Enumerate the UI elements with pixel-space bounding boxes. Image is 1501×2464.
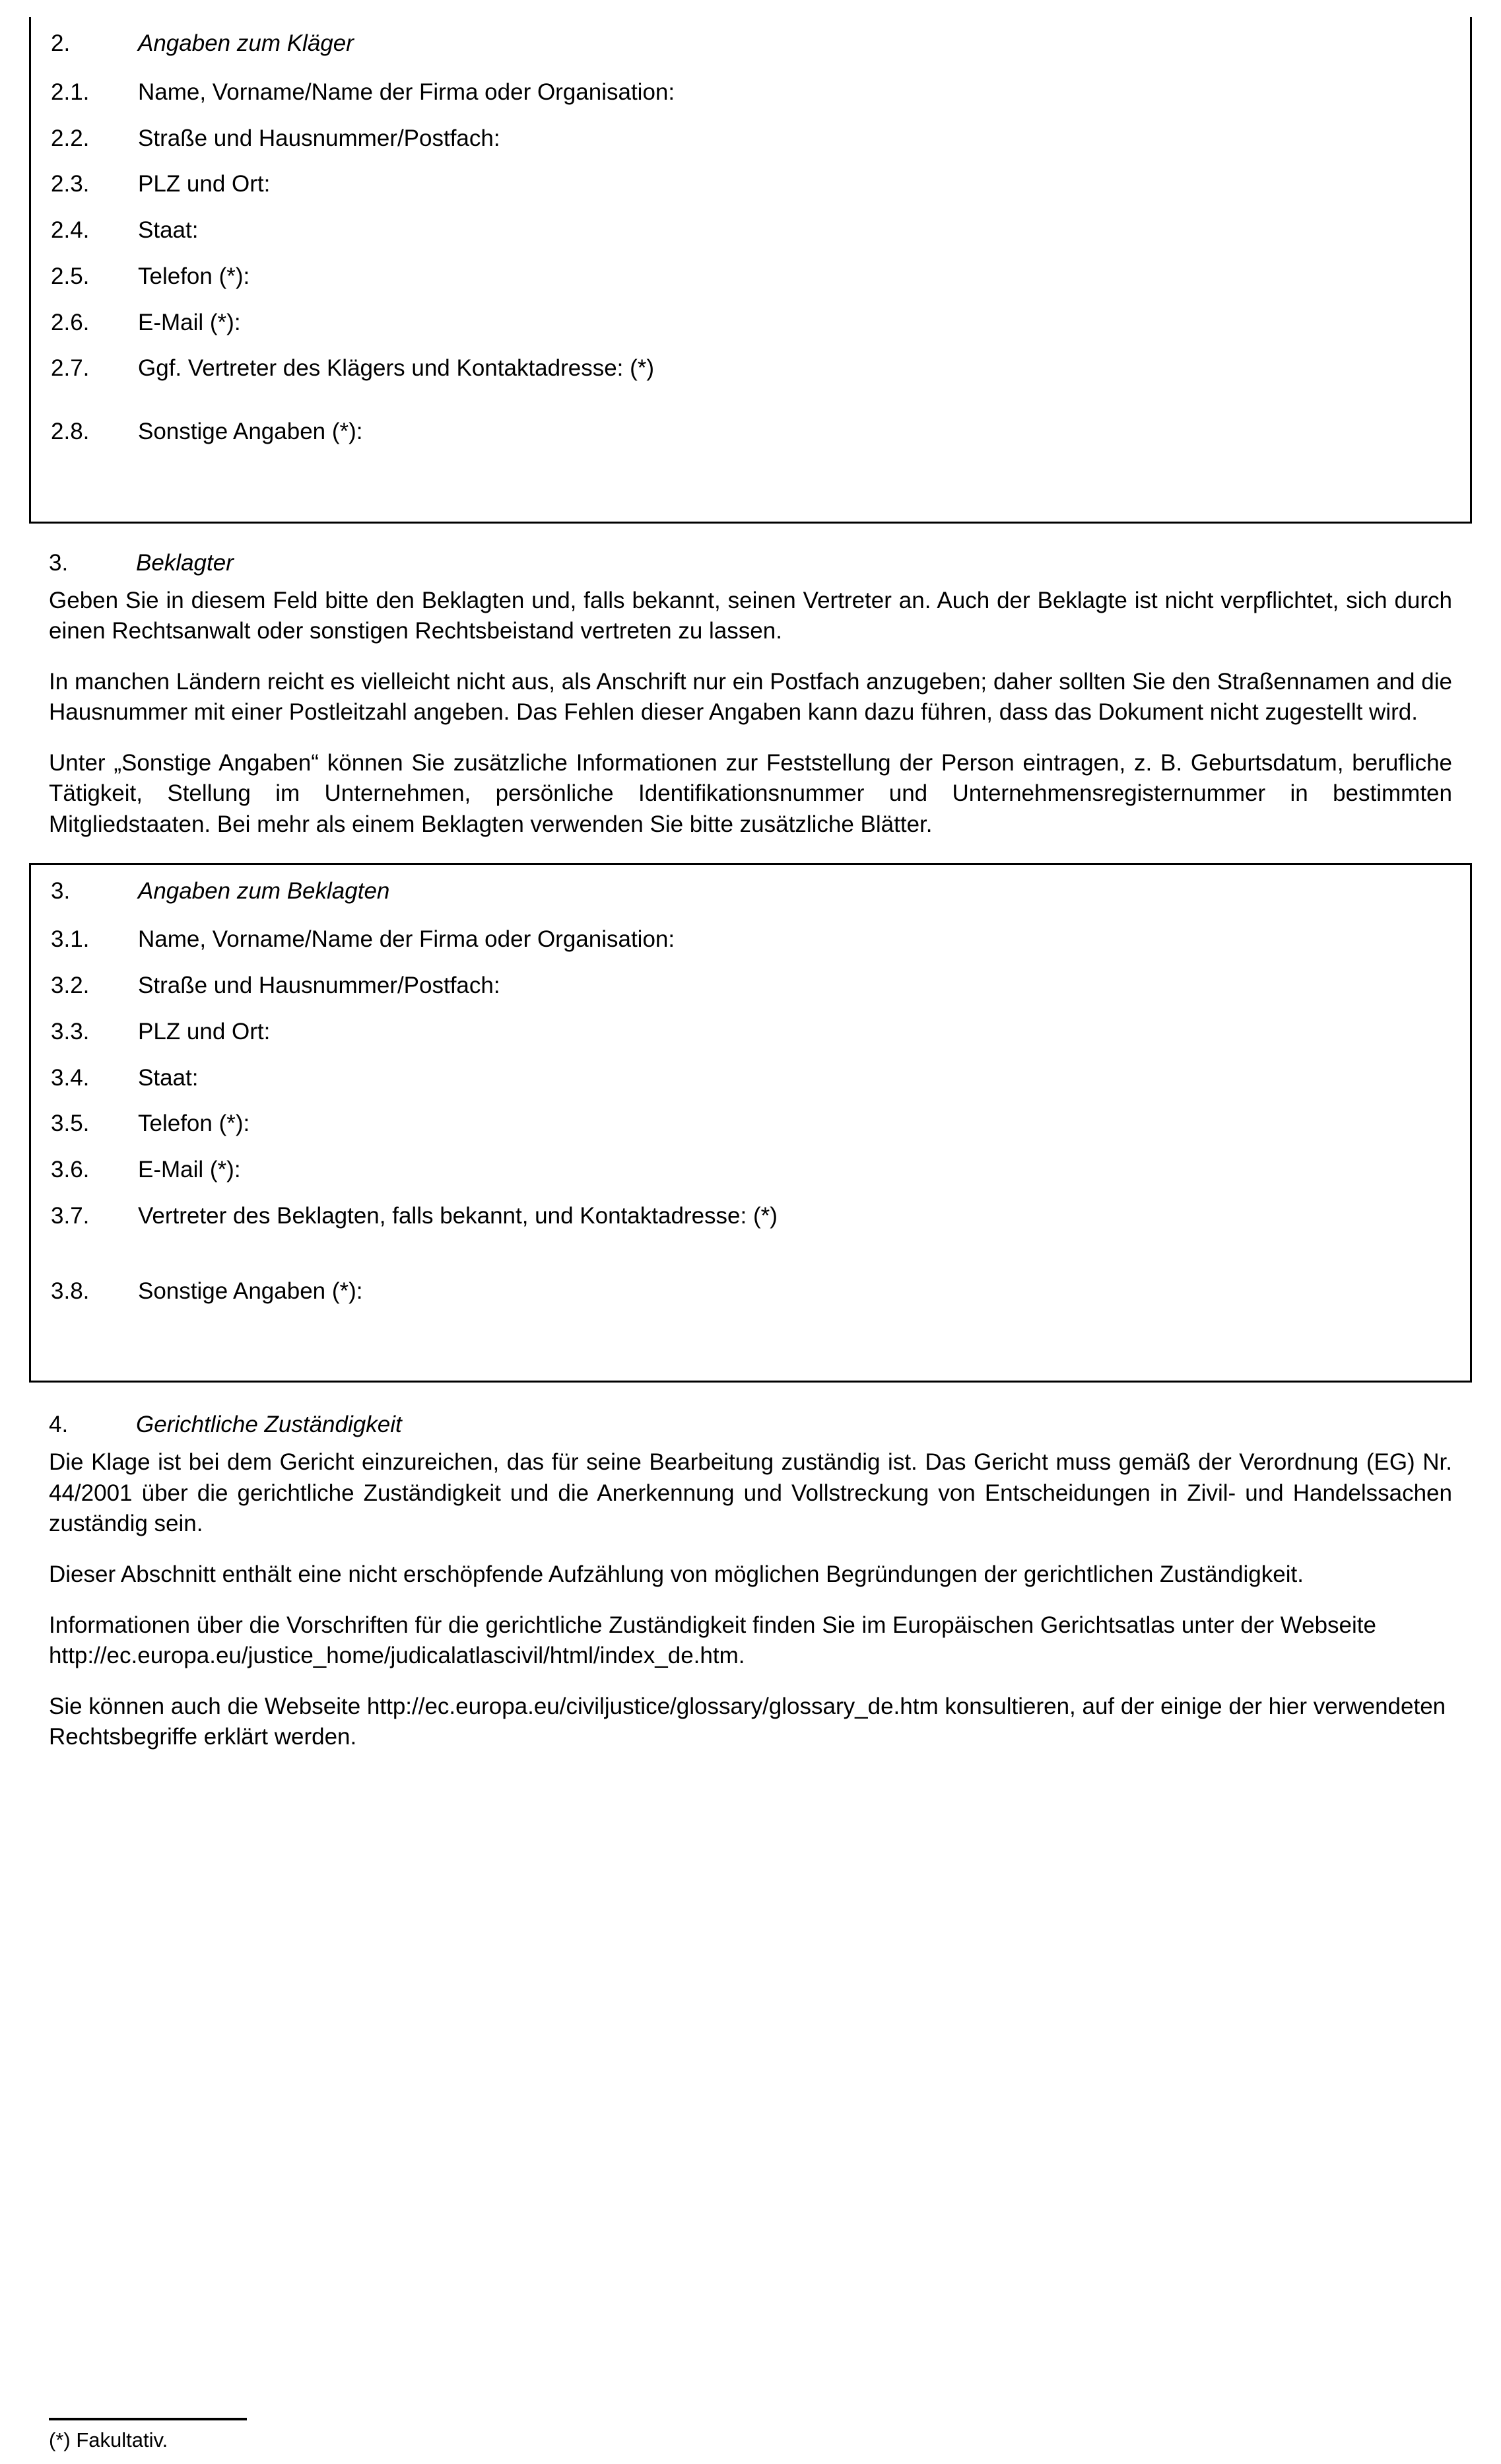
form-field-row[interactable] bbox=[51, 78, 1450, 107]
claimant-details-box bbox=[29, 17, 1472, 524]
field-number: 2.8. bbox=[51, 419, 90, 444]
field-label: Straße und Hausnummer/Postfach: bbox=[138, 125, 500, 151]
defendant-section-title: Angaben zum Beklagten bbox=[138, 877, 390, 904]
field-label: E-Mail (*): bbox=[138, 309, 241, 335]
field-label: Sonstige Angaben (*): bbox=[138, 1278, 363, 1304]
jurisdiction-number: 4. bbox=[49, 1412, 69, 1438]
field-label: Name, Vorname/Name der Firma oder Organisation: bbox=[138, 79, 675, 105]
field-label: Telefon (*): bbox=[138, 1111, 250, 1137]
field-number: 2.4. bbox=[51, 217, 90, 243]
form-field-row[interactable] bbox=[51, 971, 1450, 1000]
jurisdiction-heading bbox=[49, 1412, 1452, 1438]
paragraph: Unter „Sonstige Angaben“ können Sie zusätzliche Informationen zur Feststellung der Person eintragen, z. B. Geburtsdatum, berufliche Tätigkeit, Stellung im Unternehmen, persönliche Identifikationsnummer und Unternehmensregisternummer in bestimmten Mitgliedstaaten. Bei mehr als einem Beklagten verwenden Sie bitte zusätzliche Blätter. bbox=[49, 749, 1452, 838]
paragraph: In manchen Ländern reicht es vielleicht nicht aus, als Anschrift nur ein Postfach anzugeben; daher sollten Sie den Straßennamen and die Hausnummer mit einer Postleitzahl angeben. Das Fehlen dieser Angaben kann dazu führen, dass das Dokument nicht zugestellt wird. bbox=[49, 668, 1452, 726]
jurisdiction-title: Gerichtliche Zuständigkeit bbox=[136, 1412, 402, 1438]
form-field-row[interactable] bbox=[51, 1109, 1450, 1138]
field-label: Staat: bbox=[138, 217, 199, 243]
field-label: E-Mail (*): bbox=[138, 1157, 241, 1183]
field-number: 3.1. bbox=[51, 926, 90, 953]
spacer bbox=[51, 463, 1450, 504]
defendant-intro-number: 3. bbox=[49, 549, 69, 576]
field-number: 2.3. bbox=[51, 171, 90, 197]
field-number: 2.2. bbox=[51, 125, 90, 151]
defendant-section-heading bbox=[51, 877, 1450, 906]
field-number: 3.2. bbox=[51, 973, 90, 999]
field-label: Staat: bbox=[138, 1064, 199, 1091]
jurisdiction-block bbox=[29, 1383, 1472, 1752]
spacer bbox=[51, 400, 1450, 417]
form-field-row[interactable] bbox=[51, 354, 1450, 383]
field-label: Telefon (*): bbox=[138, 263, 250, 289]
field-number: 3.5. bbox=[51, 1111, 90, 1137]
paragraph: Sie können auch die Webseite http://ec.europa.eu/civiljustice/glossary/glossary_de.htm konsultieren, auf der einige der hier verwendeten Rechtsbegriffe erklärt werden. bbox=[49, 1693, 1446, 1750]
defendant-intro-heading bbox=[49, 550, 1452, 576]
form-field-row[interactable] bbox=[51, 1277, 1450, 1306]
field-number: 3.8. bbox=[51, 1278, 90, 1304]
form-field-row[interactable] bbox=[51, 170, 1450, 199]
form-field-row[interactable] bbox=[51, 925, 1450, 954]
field-number: 3.6. bbox=[51, 1157, 90, 1183]
field-label: Name, Vorname/Name der Firma oder Organisation: bbox=[138, 926, 675, 953]
defendant-intro-block bbox=[29, 524, 1472, 863]
field-number: 2.5. bbox=[51, 263, 90, 289]
field-number: 3.3. bbox=[51, 1018, 90, 1044]
field-number: 2.7. bbox=[51, 355, 90, 382]
paragraph: Dieser Abschnitt enthält eine nicht erschöpfende Aufzählung von möglichen Begründungen der gerichtlichen Zuständigkeit. bbox=[49, 1561, 1304, 1587]
footnote-divider bbox=[49, 2418, 247, 2420]
field-number: 2.6. bbox=[51, 309, 90, 335]
field-label: Vertreter des Beklagten, falls bekannt, und Kontaktadresse: (*) bbox=[138, 1202, 778, 1229]
form-field-row[interactable] bbox=[51, 262, 1450, 291]
paragraph: Informationen über die Vorschriften für die gerichtliche Zuständigkeit finden Sie im Europäischen Gerichtsatlas unter der Webseite http://ec.europa.eu/justice_home/judicalatlascivil/html/index_de.htm. bbox=[49, 1612, 1376, 1669]
form-field-row[interactable] bbox=[51, 308, 1450, 337]
spacer bbox=[51, 1322, 1450, 1363]
form-field-row[interactable] bbox=[51, 1064, 1450, 1093]
footnote bbox=[29, 2418, 1472, 2452]
field-label: Sonstige Angaben (*): bbox=[138, 419, 363, 444]
claimant-section-heading bbox=[51, 29, 1450, 58]
form-field-row[interactable] bbox=[51, 124, 1450, 153]
form-field-row[interactable] bbox=[51, 1155, 1450, 1184]
spacer bbox=[51, 1248, 1450, 1277]
paragraph: Geben Sie in diesem Feld bitte den Beklagten und, falls bekannt, seinen Vertreter an. Auch der Beklagte ist nicht verpflichtet, sich durch einen Rechtsanwalt oder sonstigen Rechtsbeistand vertreten zu lassen. bbox=[49, 587, 1452, 644]
field-number: 3.4. bbox=[51, 1064, 90, 1091]
field-number: 2.1. bbox=[51, 79, 90, 105]
defendant-details-box bbox=[29, 863, 1472, 1383]
field-label: PLZ und Ort: bbox=[138, 171, 271, 197]
field-label: Straße und Hausnummer/Postfach: bbox=[138, 973, 500, 999]
claimant-section-title: Angaben zum Kläger bbox=[138, 30, 354, 56]
paragraph: Die Klage ist bei dem Gericht einzureichen, das für seine Bearbeitung zuständig ist. Das Gericht muss gemäß der Verordnung (EG) Nr. 44/2001 über die gerichtliche Zuständigkeit und die Anerkennung und Vollstreckung von Entscheidungen in Zivil- und Handelssachen zuständig sein. bbox=[49, 1449, 1452, 1537]
form-field-row[interactable] bbox=[51, 417, 1450, 446]
defendant-section-number: 3. bbox=[51, 877, 71, 904]
field-label: PLZ und Ort: bbox=[138, 1018, 271, 1044]
footnote-text: (*) Fakultativ. bbox=[49, 2428, 168, 2451]
field-label: Ggf. Vertreter des Klägers und Kontaktadresse: (*) bbox=[138, 355, 655, 382]
form-field-row[interactable] bbox=[51, 216, 1450, 245]
defendant-intro-title: Beklagter bbox=[136, 549, 234, 576]
form-field-row[interactable] bbox=[51, 1202, 1450, 1231]
field-number: 3.7. bbox=[51, 1202, 90, 1229]
claimant-section-number: 2. bbox=[51, 30, 71, 56]
form-field-row[interactable] bbox=[51, 1017, 1450, 1046]
